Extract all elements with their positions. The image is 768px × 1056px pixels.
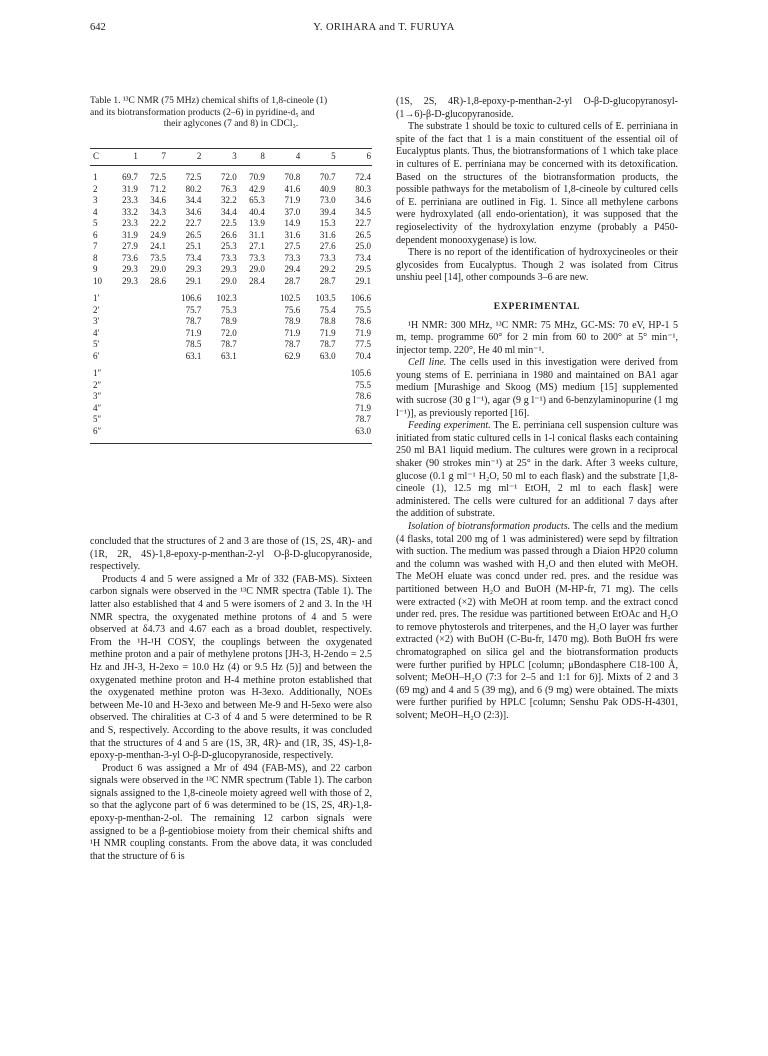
shift-value: 34.6 — [355, 195, 371, 205]
shift-value: 102.5 — [279, 293, 301, 303]
shift-value: 78.7 — [284, 339, 301, 349]
paragraph-lead: Isolation of biotransformation products. — [408, 521, 571, 532]
paragraph-body: The E. perriniana cell suspension culture was initiated from static cultured cells in 1-l conical flasks each containing 250 ml BA1 liquid medium. The cultures were grown in a reciprocal shaker (90 strokes min⁻¹) at 25° in the dark. After 3 weeks culture, glucose (0.1 g ml⁻¹ H₂O, 50 ml to each flask) and the substrate [1,8-cineole (1), 12.5 mg ml⁻¹ EtOH, 2 ml to each flask] were administered. The cells were cultured for an additional 7 days after the addition of substrate. — [396, 420, 679, 520]
carbon-label: 1 — [93, 172, 98, 182]
carbon-label: 3″ — [93, 391, 102, 401]
shift-value: 69.7 — [122, 172, 138, 182]
table-row — [90, 230, 372, 242]
shift-value: 78.5 — [185, 339, 202, 349]
table-row — [90, 184, 372, 196]
shift-value: 63.1 — [185, 350, 202, 361]
shift-value — [139, 380, 167, 392]
shift-value: 63.0 — [355, 425, 371, 436]
shift-value — [167, 391, 202, 403]
shift-value: 26.6 — [220, 229, 237, 240]
carbon-label: 10 — [93, 275, 102, 286]
shift-value: 71.2 — [150, 183, 167, 194]
carbon-label: 4 — [93, 206, 98, 217]
shift-value: 106.6 — [181, 293, 202, 303]
shift-value: 39.4 — [319, 206, 336, 217]
shift-value: 72.0 — [220, 172, 237, 182]
carbon-label: 9 — [93, 264, 98, 274]
table-row — [90, 218, 372, 230]
shift-value — [111, 403, 139, 415]
shift-value: 29.3 — [220, 264, 237, 274]
carbon-label: 8 — [93, 252, 98, 263]
shift-value: 27.9 — [122, 241, 138, 251]
shift-value: 63.1 — [220, 350, 237, 361]
shift-value — [139, 293, 167, 305]
shift-value: 34.4 — [220, 206, 237, 217]
shift-value — [238, 380, 266, 392]
table-row — [90, 195, 372, 207]
shift-value — [266, 414, 301, 426]
shift-value: 75.5 — [355, 379, 371, 390]
carbon-label: 4″ — [93, 402, 102, 413]
shift-value: 70.8 — [284, 172, 301, 182]
shift-value — [301, 391, 336, 403]
shift-value: 71.9 — [185, 327, 202, 338]
column-header: 6 — [337, 149, 372, 166]
shift-value: 78.7 — [319, 339, 336, 349]
column-header: 2 — [167, 149, 202, 166]
shift-value: 78.9 — [220, 316, 237, 326]
shift-value — [111, 293, 139, 305]
shift-value — [266, 403, 301, 415]
paragraph: The substrate 1 should be toxic to cultured cells of E. perriniana in spite of the fact that 1 is a main constituent of the essential oil of Eucalyptus plants. Thus, the biotransformations of 1 which take place in cultures of E. perriniana may be concerned with its detoxification. Based on the structures of the biotransformation products, the possible pathways for the metabolism of 1,8-cineole by cultured cells of E. perriniana are outlined in Fig. 1. Since all methylene carbons were hydroxylated (all endo-orientation), it was supposed that the regioselectivity of the hydroxylation enzyme (probably a P450-dependent monooxygenase) is low. — [396, 121, 678, 246]
shift-value: 62.9 — [284, 350, 301, 361]
paragraph — [396, 357, 678, 420]
shift-value: 29.2 — [319, 264, 336, 274]
shift-value: 73.3 — [249, 252, 265, 263]
table-row — [90, 426, 372, 438]
shift-value: 29.5 — [355, 264, 371, 274]
shift-value: 25.0 — [355, 241, 371, 251]
table-row — [90, 403, 372, 415]
page-number: 642 — [90, 22, 106, 33]
shift-value: 25.3 — [220, 241, 237, 251]
shift-value: 13.9 — [249, 218, 265, 228]
shift-value — [238, 316, 266, 328]
table-row — [90, 328, 372, 340]
nmr-shift-table — [90, 148, 372, 444]
shift-value — [238, 426, 266, 438]
paragraph: There is no report of the identification of hydroxycineoles or their glycosides from Eucalyptus. Though 2 was isolated from Citrus unshiu peel [14], other compounds 3–6 are new. — [396, 247, 678, 284]
shift-value — [111, 339, 139, 351]
shift-value: 80.2 — [185, 183, 202, 194]
shift-value — [202, 426, 237, 438]
shift-value — [202, 414, 237, 426]
carbon-label: 2 — [93, 183, 98, 194]
shift-value: 73.4 — [185, 252, 202, 263]
shift-value: 31.9 — [122, 183, 138, 194]
page-header — [90, 22, 678, 38]
shift-value: 24.1 — [150, 241, 167, 251]
shift-value — [238, 391, 266, 403]
carbon-label: 6″ — [93, 425, 102, 436]
paragraph: Product 6 was assigned a Mr of 494 (FAB-MS), and 22 carbon signals were observed in the ¹³C NMR spectrum (Table 1). The carbon signals assigned to the 1,8-cineole moiety agreed well with those of 2, so that the aglycone part of 6 was determined to be (1S, 2S, 4R)-1,8-epoxy-p-menthan-2-ol. The remaining 12 carbon signals were assigned to be a β-gentiobiose moiety from their chemical shifts and ¹H NMR coupling constants. From the above data, it was concluded that the structure of 6 is — [90, 762, 372, 862]
carbon-label: 6′ — [93, 350, 100, 361]
shift-value — [139, 351, 167, 363]
shift-value: 15.3 — [319, 218, 336, 228]
table-row — [90, 293, 372, 305]
shift-value — [139, 316, 167, 328]
shift-value: 23.3 — [122, 195, 138, 205]
carbon-label: 2″ — [93, 379, 102, 390]
carbon-label: 2′ — [93, 304, 100, 315]
table-row — [90, 351, 372, 363]
shift-value: 103.5 — [315, 293, 336, 303]
paragraph: Products 4 and 5 were assigned a Mr of 332 (FAB-MS). Sixteen carbon signals were observed in the ¹³C NMR spectra (Table 1). The latter also established that 4 and 5 were isomers of 2 and 3. In the ¹H NMR spectra, the oxygenated methine protons of 4 and 5 were observed at δ4.73 and 4.67 each as a broad doublet, respectively. From the ¹H-¹H COSY, the couplings between the oxygenated methine proton and a pair of methylene protons [JH-3, H-2endo = 2.5 Hz and JH-3, H-2exo = 10.0 Hz (4) or 9.5 Hz (5)] and between the oxygenated methine proton and H-4 methine proton established that the oxygenated methine proton was H-3exo. Additionally, NOEs between Me-10 and H-3exo and between Me-9 and H-5exo were also observed. The chiralities at C-3 of 4 and 5 were determined to be R and S, respectively. According to the above results, it was concluded that the structures of 4 and 5 are (1S, 3R, 4R)- and (1R, 3S, 4S)-1,8-epoxy-p-menthan-3-yl O-β-D-glucopyranoside, respectively. — [90, 573, 372, 762]
shift-value: 34.3 — [150, 206, 167, 217]
shift-value: 78.9 — [284, 316, 301, 326]
shift-value — [111, 426, 139, 438]
shift-value: 73.6 — [122, 252, 138, 263]
shift-value — [139, 339, 167, 351]
shift-value — [139, 403, 167, 415]
carbon-label: 1″ — [93, 368, 102, 378]
shift-value: 75.5 — [355, 304, 371, 315]
table-row — [90, 414, 372, 426]
shift-value: 22.7 — [355, 218, 371, 228]
shift-value: 78.7 — [220, 339, 237, 349]
shift-value — [167, 368, 202, 380]
shift-value: 72.4 — [355, 172, 371, 182]
table-row — [90, 264, 372, 276]
shift-value: 27.1 — [249, 241, 265, 251]
shift-value: 71.9 — [284, 195, 301, 205]
table-row — [90, 253, 372, 265]
shift-value — [167, 403, 202, 415]
column-header: 7 — [139, 149, 167, 166]
shift-value — [111, 391, 139, 403]
shift-value: 71.9 — [319, 327, 336, 338]
shift-value: 78.7 — [185, 316, 202, 326]
table-row — [90, 316, 372, 328]
shift-value — [139, 328, 167, 340]
shift-value — [167, 426, 202, 438]
shift-value: 77.5 — [355, 339, 371, 349]
carbon-label: 5′ — [93, 339, 100, 349]
table-row — [90, 172, 372, 184]
shift-value: 31.6 — [319, 229, 336, 240]
shift-value: 31.6 — [284, 229, 301, 240]
shift-value — [111, 351, 139, 363]
shift-value — [139, 368, 167, 380]
shift-value — [238, 368, 266, 380]
shift-value: 27.6 — [319, 241, 336, 251]
shift-value — [266, 391, 301, 403]
shift-value: 42.9 — [249, 183, 265, 194]
shift-value: 71.9 — [355, 327, 371, 338]
shift-value — [238, 351, 266, 363]
shift-value: 76.3 — [220, 183, 237, 194]
shift-value: 29.3 — [185, 264, 202, 274]
paragraph: concluded that the structures of 2 and 3 are those of (1S, 2S, 4R)- and (1R, 2R, 4S)-1,8-epoxy-p-menthan-2-yl O-β-D-glucopyranoside, respectively. — [90, 536, 372, 573]
shift-value: 28.7 — [284, 275, 301, 286]
shift-value — [202, 380, 237, 392]
shift-value: 22.7 — [185, 218, 202, 228]
shift-value — [301, 380, 336, 392]
shift-value: 78.8 — [319, 316, 336, 326]
shift-value: 23.3 — [122, 218, 138, 228]
shift-value: 24.9 — [150, 229, 167, 240]
shift-value: 70.7 — [319, 172, 336, 182]
shift-value — [301, 403, 336, 415]
shift-value: 29.0 — [249, 264, 265, 274]
column-header: 4 — [266, 149, 301, 166]
table-row — [90, 305, 372, 317]
left-column-text — [90, 536, 372, 863]
shift-value: 37.0 — [284, 206, 301, 217]
carbon-label: 5 — [93, 218, 98, 228]
shift-value — [301, 414, 336, 426]
shift-value — [238, 305, 266, 317]
shift-value — [266, 368, 301, 380]
shift-value: 78.7 — [355, 414, 371, 424]
shift-value: 70.9 — [249, 172, 265, 182]
table-row — [90, 241, 372, 253]
carbon-label: 5″ — [93, 414, 102, 424]
table-caption — [90, 96, 372, 131]
shift-value: 28.4 — [249, 275, 265, 286]
shift-value: 75.7 — [185, 304, 202, 315]
shift-value: 73.3 — [284, 252, 301, 263]
shift-value: 102.3 — [216, 293, 237, 303]
shift-value: 31.1 — [249, 229, 265, 240]
shift-value — [238, 293, 266, 305]
table-caption-line: their aglycones (7 and 8) in CDCl₃. — [163, 119, 299, 129]
paragraph-lead: Feeding experiment. — [408, 420, 491, 432]
paragraph-lead: Cell line. — [408, 357, 447, 369]
shift-value — [167, 380, 202, 392]
shift-value: 105.6 — [350, 368, 371, 378]
shift-value — [238, 414, 266, 426]
carbon-label: 3′ — [93, 316, 100, 326]
column-header: 1 — [111, 149, 139, 166]
carbon-label: 7 — [93, 241, 98, 251]
shift-value: 106.6 — [350, 293, 371, 303]
shift-value: 34.6 — [150, 195, 167, 205]
shift-value: 63.0 — [319, 350, 336, 361]
table-row — [90, 380, 372, 392]
shift-value — [202, 368, 237, 380]
shift-value — [111, 328, 139, 340]
shift-value: 75.6 — [284, 304, 301, 315]
paragraph — [396, 521, 678, 723]
shift-value: 29.4 — [284, 264, 301, 274]
shift-value: 40.4 — [249, 206, 265, 217]
shift-value: 71.9 — [355, 402, 371, 413]
shift-value: 75.3 — [220, 304, 237, 315]
carbon-label: 6 — [93, 229, 98, 240]
shift-value: 78.6 — [355, 316, 371, 326]
shift-value: 28.7 — [319, 275, 336, 286]
shift-value — [139, 426, 167, 438]
paragraph: ¹H NMR: 300 MHz, ¹³C NMR: 75 MHz, GC-MS: 70 eV, HP-1 5 m, temp. programme 60° for 2 min from 60 to 200° at 5° min⁻¹, injector temp. 220°, He 40 ml min⁻¹. — [396, 319, 678, 356]
section-heading: EXPERIMENTAL — [493, 301, 581, 312]
shift-value — [266, 380, 301, 392]
shift-value: 75.4 — [319, 304, 336, 315]
table-bottom-rule — [90, 437, 372, 444]
paragraph: (1S, 2S, 4R)-1,8-epoxy-p-menthan-2-yl O-β-D-glucopyranosyl-(1→6)-β-D-glucopyranoside. — [396, 96, 678, 120]
running-head: Y. ORIHARA and T. FURUYA — [313, 22, 455, 33]
shift-value: 32.2 — [220, 195, 237, 205]
column-header: 8 — [238, 149, 266, 166]
right-column-text — [396, 96, 678, 723]
shift-value — [111, 368, 139, 380]
shift-value — [111, 380, 139, 392]
shift-value — [111, 305, 139, 317]
table-row — [90, 339, 372, 351]
shift-value: 70.4 — [355, 350, 371, 361]
shift-value: 31.9 — [122, 229, 138, 240]
shift-value: 33.2 — [122, 206, 138, 217]
shift-value — [238, 339, 266, 351]
shift-value: 29.1 — [185, 275, 202, 286]
shift-value: 28.6 — [150, 275, 167, 286]
column-header: 5 — [301, 149, 336, 166]
shift-value: 73.0 — [319, 195, 336, 205]
shift-value: 29.3 — [122, 264, 138, 274]
column-header: C — [90, 149, 111, 166]
shift-value: 80.3 — [355, 183, 371, 194]
table-row — [90, 276, 372, 288]
shift-value — [111, 316, 139, 328]
shift-value — [266, 426, 301, 438]
shift-value: 14.9 — [284, 218, 301, 228]
paragraph — [396, 420, 678, 521]
table-caption-line: Table 1. ¹³C NMR (75 MHz) chemical shifts of 1,8-cineole (1) — [90, 96, 328, 106]
shift-value: 34.4 — [185, 195, 202, 205]
shift-value — [139, 391, 167, 403]
shift-value: 73.3 — [220, 252, 237, 263]
shift-value: 40.9 — [319, 183, 336, 194]
shift-value: 65.3 — [249, 195, 265, 205]
shift-value — [167, 414, 202, 426]
shift-value — [238, 328, 266, 340]
paragraph-body: The cells and the medium (4 flasks, total 200 mg of 1 was administered) were sepd by filtration with suction. The medium was passed through a Diaion HP20 column and the column was washed with H₂O and then eluted with MeOH. The MeOH eluate was concd under red. pres. and the residue was partitioned between H₂O and BuOH (M-HP-fr, 71 mg). The cells were extracted (×2) with MeOH at room temp. and the extract concd under red. pres. The residue was partitioned between EtOAc and H₂O to remove phytosterols and triterpenes, and the H₂O layer was further extracted (×2) with BuOH (C-Bu-fr, 1470 mg). Both BuOH frs were chromatographed on silica gel and the biotransformation products were further purified by HPLC [column; μBondasphere C18-100 Å, solvent; MeOH–H₂O (7:3 for 2–5 and 1:1 for 6)]. Mixts of 2 and 3 (69 mg) and 4 and 5 (39 mg), and 6 (9 mg) were obtained. The mixts were further purified by HPLC [column; Senshu Pak ODS-H-4301, solvent; MeOH–H₂O (2:3)]. — [396, 521, 678, 721]
table-header-row — [90, 149, 372, 166]
carbon-label: 3 — [93, 195, 98, 205]
shift-value: 72.5 — [150, 172, 167, 182]
shift-value: 72.0 — [220, 327, 237, 338]
table-row — [90, 368, 372, 380]
shift-value: 25.1 — [185, 241, 202, 251]
shift-value — [202, 391, 237, 403]
shift-value: 34.6 — [185, 206, 202, 217]
shift-value: 29.0 — [220, 275, 237, 286]
shift-value: 27.5 — [284, 241, 301, 251]
table-caption-line: and its biotransformation products (2–6) in pyridine-d₅ and — [90, 107, 315, 118]
shift-value: 73.4 — [355, 252, 371, 263]
table-row — [90, 207, 372, 219]
shift-value — [111, 414, 139, 426]
shift-value — [139, 305, 167, 317]
shift-value: 22.2 — [150, 218, 167, 228]
shift-value — [139, 414, 167, 426]
shift-value — [202, 403, 237, 415]
shift-value: 29.0 — [150, 264, 167, 274]
shift-value: 22.5 — [220, 218, 237, 228]
shift-value: 71.9 — [284, 327, 301, 338]
paragraph-body: The cells used in this investigation were derived from young stems of E. perriniana in 1980 and maintained on BA1 agar medium [Murashige and Skoog (MS) medium [15] supplemented with sucrose (30 g l⁻¹), agar (9 g l⁻¹) and 6-benzylaminopurine (1 mg l⁻¹)], as previously reported [16]. — [396, 357, 678, 419]
shift-value: 78.6 — [355, 391, 371, 401]
shift-value — [301, 368, 336, 380]
carbon-label: 1′ — [93, 293, 100, 303]
shift-value — [238, 403, 266, 415]
shift-value: 26.5 — [355, 229, 371, 240]
shift-value: 72.5 — [185, 172, 202, 182]
shift-value — [301, 426, 336, 438]
shift-value: 73.3 — [319, 252, 336, 263]
table-row — [90, 391, 372, 403]
shift-value: 73.5 — [150, 252, 167, 263]
shift-value: 26.5 — [185, 229, 202, 240]
shift-value: 41.6 — [284, 183, 301, 194]
shift-value: 29.1 — [355, 275, 371, 286]
shift-value: 34.5 — [355, 206, 371, 217]
carbon-label: 4′ — [93, 327, 100, 338]
column-header: 3 — [202, 149, 237, 166]
shift-value: 29.3 — [122, 275, 138, 286]
